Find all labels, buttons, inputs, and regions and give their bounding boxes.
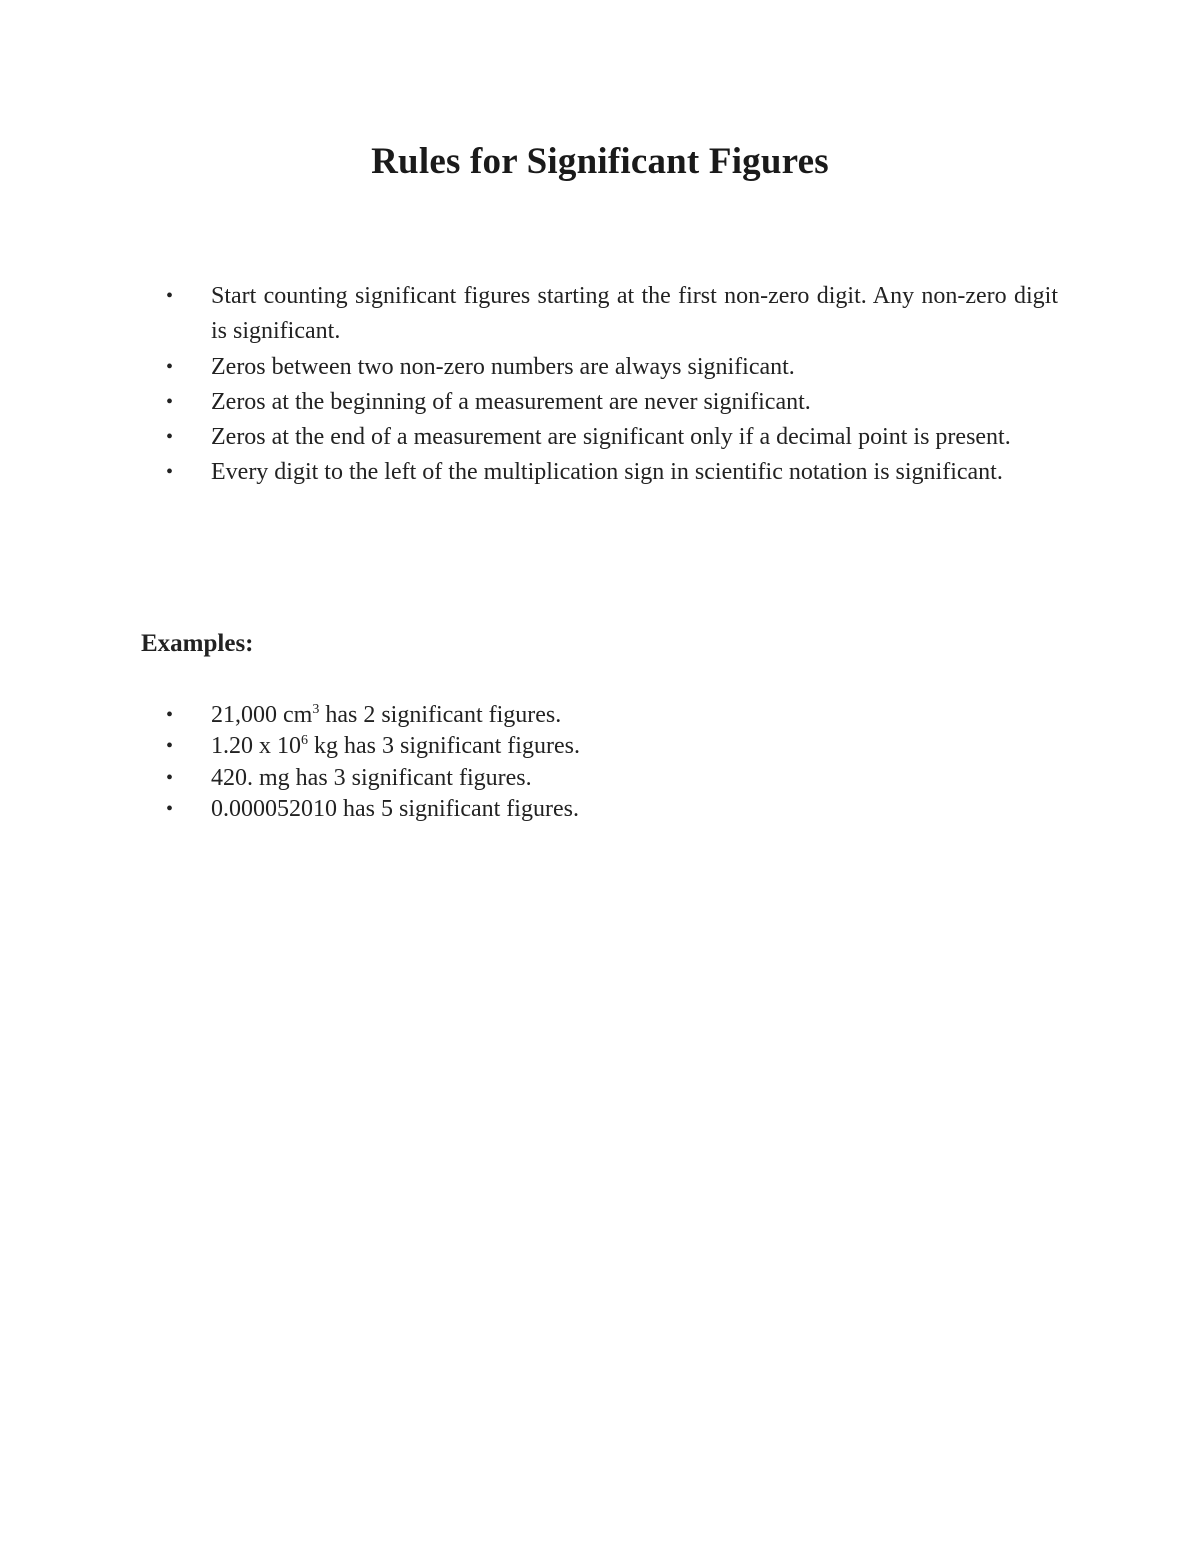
exponent: 3 — [312, 702, 320, 717]
list-item — [160, 455, 1058, 490]
example-text: 21,000 cm — [211, 702, 313, 728]
example-text-rest: kg has 3 significant figures. — [308, 733, 580, 760]
list-item — [160, 794, 1058, 825]
bullet-icon: • — [166, 461, 174, 484]
examples-heading: Examples: — [141, 630, 254, 657]
rule-text: Start counting significant figures starting at the first non-zero digit. Any non-zero digit is significant. — [211, 283, 1058, 345]
example-text: 420. mg has 3 significant figures. — [211, 764, 532, 791]
bullet-icon: • — [166, 704, 174, 726]
rule-text: Every digit to the left of the multiplication sign in scientific notation is significant. — [211, 459, 1003, 486]
rules-list — [160, 279, 1058, 491]
rule-text: Zeros at the beginning of a measurement are never significant. — [211, 388, 811, 415]
list-item — [160, 385, 1058, 420]
rule-text: Zeros between two non-zero numbers are always significant. — [211, 353, 795, 380]
exponent: 6 — [301, 733, 308, 749]
bullet-icon: • — [166, 426, 174, 449]
example-text: 0.000052010 has 5 significant figures. — [211, 795, 579, 822]
bullet-icon: • — [166, 390, 174, 413]
bullet-icon: • — [166, 285, 174, 307]
list-item — [160, 763, 1058, 794]
rule-text: Zeros at the end of a measurement are significant only if a decimal point is present. — [211, 424, 1011, 451]
list-item — [160, 731, 1058, 762]
bullet-icon: • — [166, 797, 174, 820]
example-text: 1.20 x 10 — [211, 733, 301, 760]
page-title: Rules for Significant Figures — [371, 141, 829, 182]
list-item — [160, 700, 1058, 731]
example-text-rest: has 2 significant figures. — [319, 702, 562, 728]
bullet-icon: • — [166, 766, 174, 789]
examples-list — [160, 700, 1058, 825]
bullet-icon: • — [166, 355, 174, 378]
bullet-icon: • — [166, 735, 174, 758]
list-item — [160, 279, 1058, 350]
list-item — [160, 420, 1058, 455]
list-item — [160, 350, 1058, 385]
